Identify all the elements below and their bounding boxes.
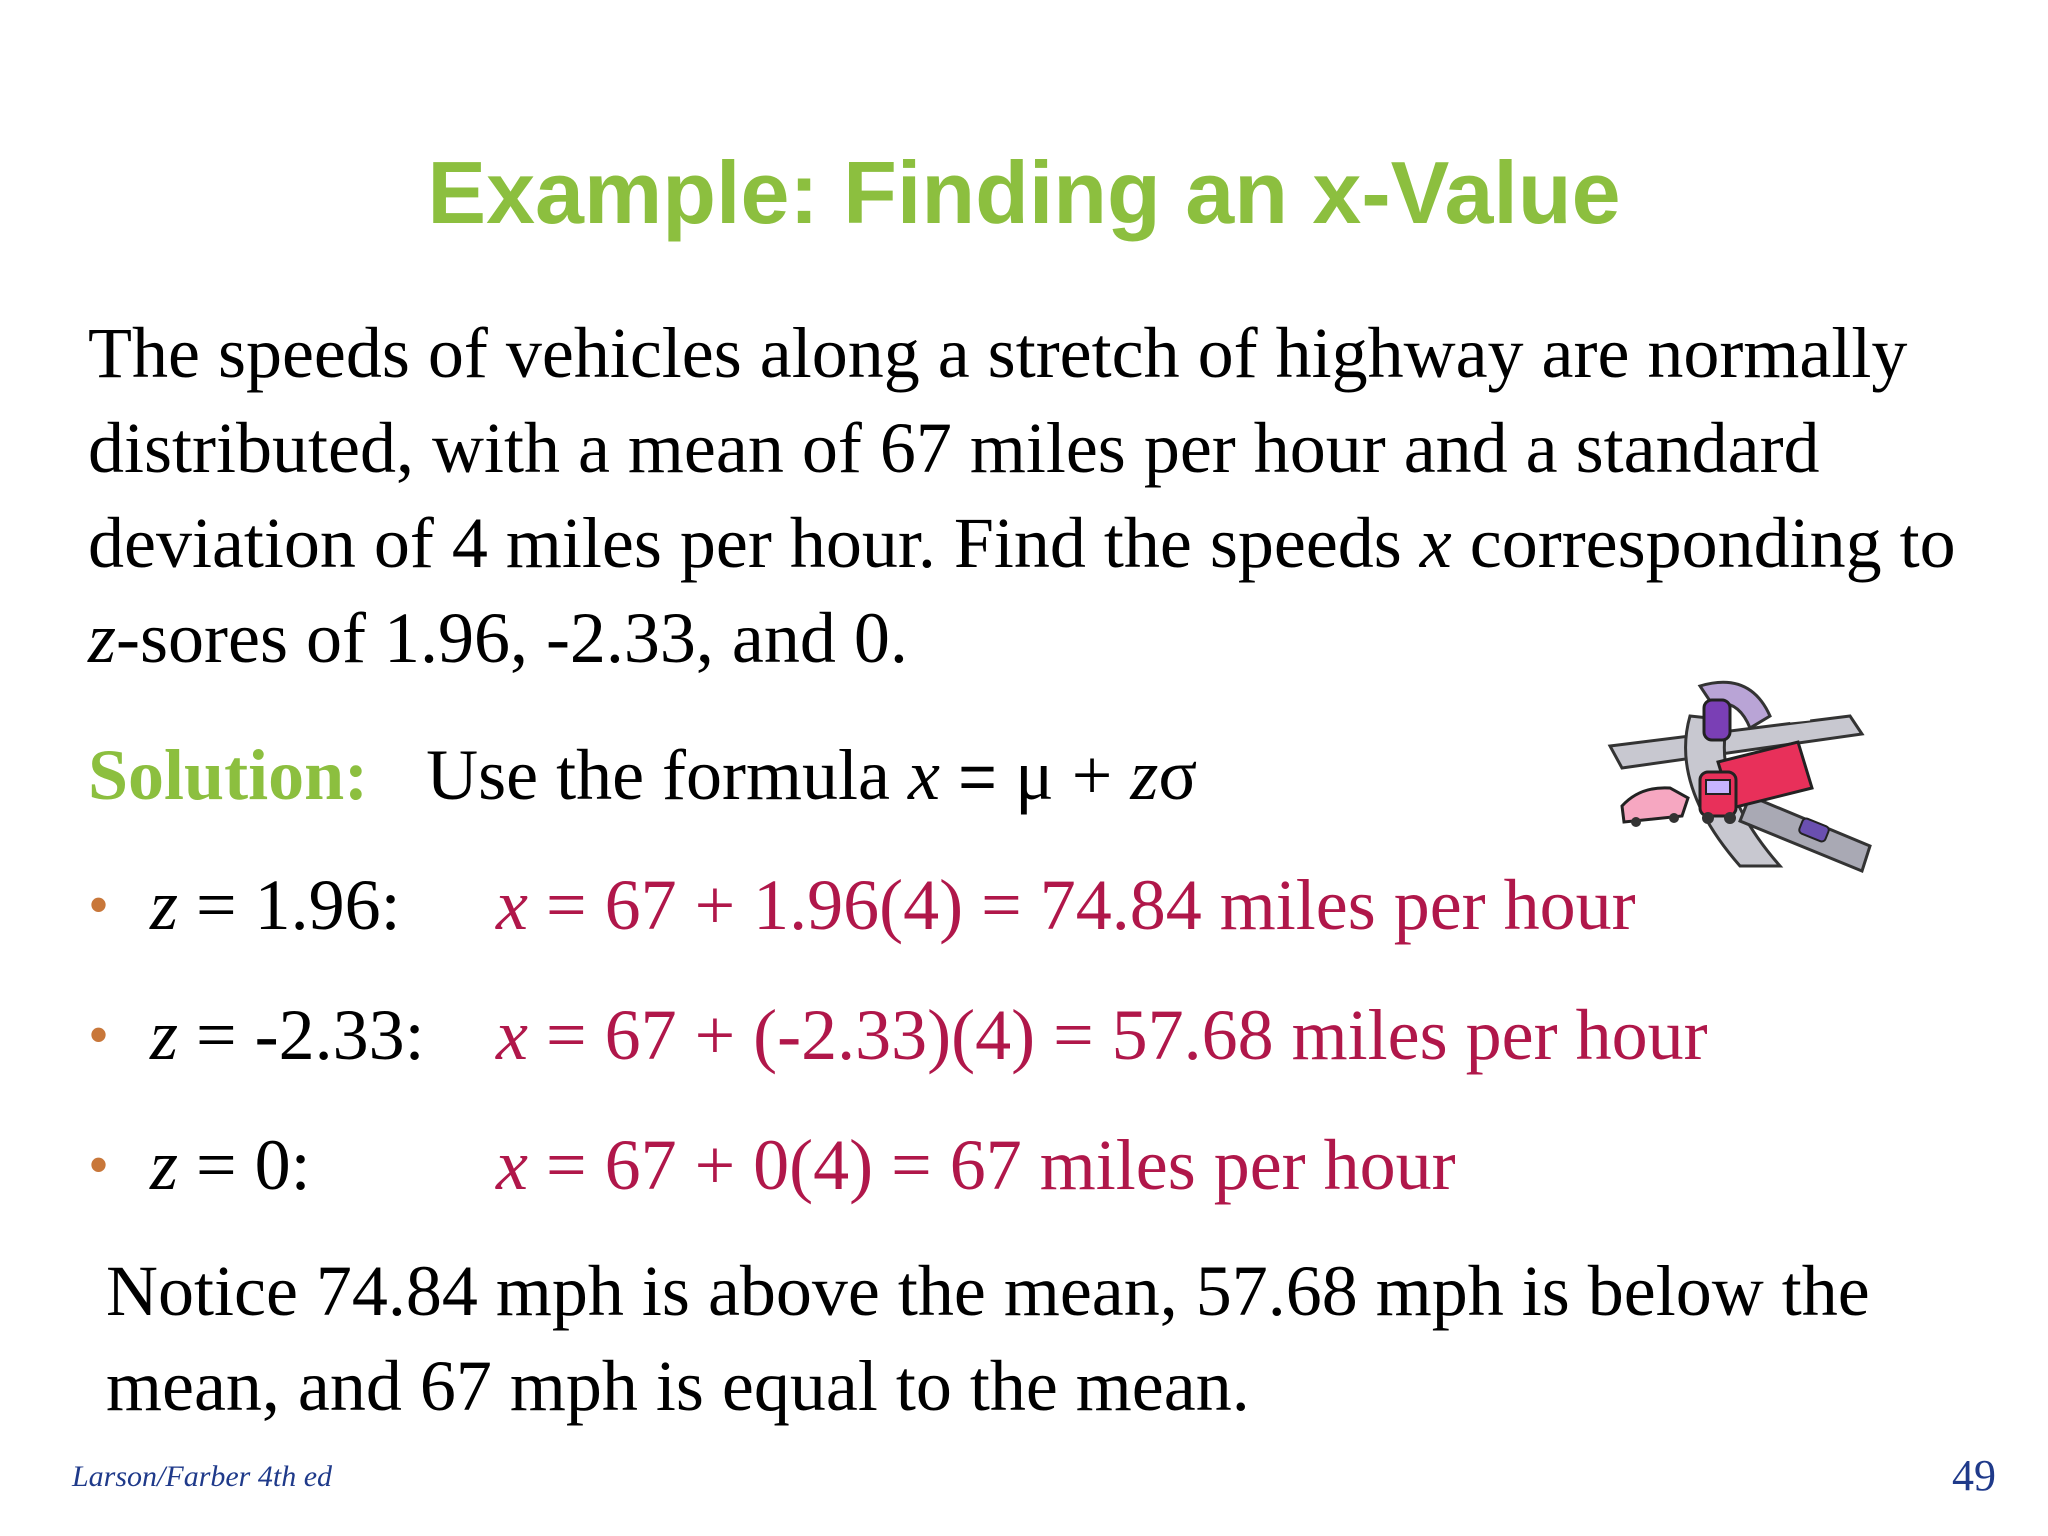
z-var: z [150,865,179,945]
problem-statement [88,306,1988,686]
notice-text: Notice 74.84 mph is above the mean, 57.68 mph is below the mean, and 67 mph is equal to the mean. [106,1251,1870,1426]
variable-x: x [1419,503,1452,583]
variable-z: z [88,598,117,678]
formula-sigma: σ [1158,735,1198,815]
formula-equals: = [939,739,1016,813]
calculation-result [496,988,1708,1083]
x-var: x [496,995,528,1075]
calc-text: = 67 + (-2.33)(4) = 57.68 miles per hour [527,995,1708,1075]
page-number: 49 [1952,1451,1996,1500]
bullet-dot: • [88,872,110,938]
z-rest: = -2.33: [178,995,425,1075]
footer-credit: Larson/Farber 4th ed [72,1460,333,1493]
z-var: z [150,995,179,1075]
calculation-result [496,858,1636,953]
z-value [150,988,425,1083]
calculation-result [496,1118,1456,1213]
problem-text-2: corresponding to [1451,503,1956,583]
calc-text: = 67 + 0(4) = 67 miles per hour [527,1125,1456,1205]
solution-text: Use the formula [426,735,908,815]
formula-mu: μ + [1015,735,1131,815]
solution-label: Solution: [88,735,369,815]
x-var: x [496,1125,528,1205]
bullet-dot: • [88,1002,110,1068]
calc-text: = 67 + 1.96(4) = 74.84 miles per hour [527,865,1636,945]
slide-title: Example: Finding an x-Value [427,143,1621,242]
bullet-dot: • [88,1132,110,1198]
x-var: x [496,865,528,945]
z-value [150,1118,311,1213]
formula-z: z [1130,735,1159,815]
z-rest: = 0: [178,1125,311,1205]
problem-text-1: The speeds of vehicles along a stretch of highway are normally distributed, with a mean of 67 miles per hour and a standard deviation of 4 miles per hour. Find the speeds [88,313,1908,583]
formula-x: x [907,735,940,815]
z-var: z [150,1125,179,1205]
z-rest: = 1.96: [178,865,401,945]
solution-line [88,728,1197,824]
z-value [150,858,401,953]
problem-text-3: -sores of 1.96, -2.33, and 0. [116,598,908,678]
highway-traffic-clipart [1600,676,1880,876]
